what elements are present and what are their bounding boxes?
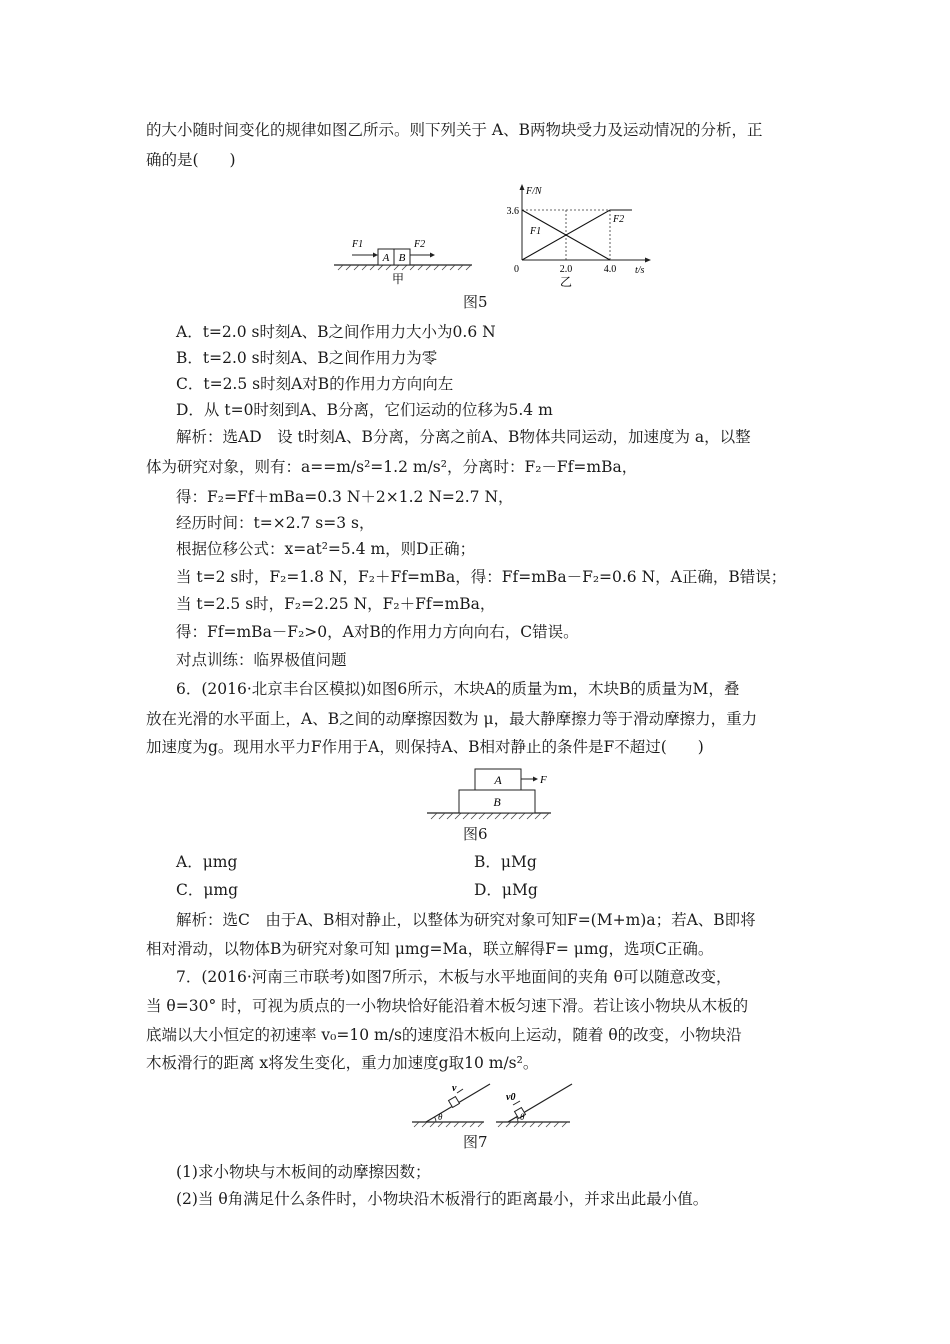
- y-tick-label: 3.6: [506, 206, 519, 217]
- block-b-label: B: [493, 795, 501, 809]
- series-label-f2: F2: [613, 214, 625, 225]
- initial-velocity-label: v0: [506, 1092, 516, 1103]
- figure-6-caption: 图6: [463, 825, 488, 843]
- solution-line: 得：F₂=Ff＋mBa=0.3 N＋2×1.2 N=2.7 N，: [176, 488, 514, 506]
- block-a-label: A: [382, 252, 390, 264]
- y-axis-arrow: [520, 184, 525, 190]
- velocity-arrow: [457, 1089, 463, 1093]
- theta-label: θ: [438, 1112, 443, 1122]
- option-d: D．μMg: [474, 881, 538, 899]
- question-7-line: 当 θ=30° 时，可视为质点的一小物块恰好能沿着木板匀速下滑。若让该小物块从木板的: [146, 997, 749, 1015]
- theta-label: θ: [520, 1112, 525, 1122]
- question-7-line: 底端以大小恒定的初速率 v₀=10 m/s的速度沿木板向上运动，随着 θ的改变，小物块沿: [146, 1026, 742, 1044]
- x-axis-arrow: [645, 258, 651, 263]
- option-c: C．t=2.5 s时刻A对B的作用力方向向左: [176, 375, 454, 393]
- x-axis-label: t/s: [635, 265, 645, 276]
- solution-line: 解析：选C 由于A、B相对静止，以整体为研究对象可知F=(M+m)a；若A、B即将: [176, 911, 756, 929]
- y-axis-label: F/N: [526, 186, 542, 197]
- solution-line: 经历时间：t=×2.7 s=3 s，: [176, 514, 375, 532]
- question-7-line: (1)求小物块与木板间的动摩擦因数；: [176, 1163, 431, 1181]
- block-a-label: A: [494, 773, 502, 787]
- option-c: C．μmg: [176, 881, 239, 899]
- option-b: B．t=2.0 s时刻A、B之间作用力为零: [176, 349, 438, 367]
- question-6-line: 放在光滑的水平面上，A、B之间的动摩擦因数为 μ，最大静摩擦力等于滑动摩擦力，重力: [146, 710, 758, 728]
- figure-5-caption: 图5: [463, 293, 488, 311]
- figure-6: [425, 762, 555, 822]
- option-a: A．μmg: [176, 853, 238, 871]
- solution-line: 当 t=2 s时，F₂=1.8 N，F₂＋Ff=mBa，得：Ff=mBa－F₂=0.6 N，A正确，B错误；: [176, 568, 787, 586]
- question-6-line: 加速度为g。现用水平力F作用于A，则保持A、B相对静止的条件是F不超过( ): [146, 738, 704, 756]
- x-tick-label: 4.0: [603, 264, 617, 275]
- question-7-line: (2)当 θ角满足什么条件时，小物块沿木板滑行的距离最小，并求出此最小值。: [176, 1190, 709, 1208]
- force-f1-label: F1: [352, 239, 364, 250]
- series-label-f1: F1: [530, 226, 542, 237]
- option-d: D．从 t=0时刻到A、B分离，它们运动的位移为5.4 m: [176, 401, 553, 419]
- figure-jia-label: 甲: [391, 272, 405, 286]
- block-b-label: B: [398, 252, 406, 264]
- solution-line: 体为研究对象，则有：a==m/s²=1.2 m/s²，分离时：F₂－Ff=mBa，: [146, 458, 638, 476]
- section-heading: 对点训练：临界极值问题: [176, 651, 347, 669]
- question-7-line: 7．(2016·河南三市联考)如图7所示，木板与水平地面间的夹角 θ可以随意改变，: [176, 968, 732, 986]
- solution-line: 得：Ff=mBa－F₂>0，A对B的作用力方向向右，C错误。: [176, 623, 579, 641]
- option-b: B．μMg: [474, 853, 537, 871]
- option-a: A．t=2.0 s时刻A、B之间作用力大小为0.6 N: [176, 323, 496, 341]
- figure-7-caption: 图7: [463, 1133, 488, 1151]
- question-7-line: 木板滑行的距离 x将发生变化，重力加速度g取10 m/s²。: [146, 1054, 539, 1072]
- solution-line: 解析：选AD 设 t时刻A、B分离，分离之前A、B物体共同运动，加速度为 a，以整: [176, 428, 751, 446]
- x-tick-label: 2.0: [559, 264, 573, 275]
- force-f2-label: F2: [414, 239, 426, 250]
- text-line: 确的是( ): [146, 151, 236, 169]
- figure-5-jia: [330, 232, 480, 288]
- x-tick-label: 0: [514, 264, 519, 275]
- text-line: 的大小随时间变化的规律如图乙所示。则下列关于 A、B两物块受力及运动情况的分析，正: [146, 121, 763, 139]
- solution-line: 根据位移公式：x=at²=5.4 m，则D正确；: [176, 540, 476, 558]
- small-block: [449, 1097, 460, 1108]
- figure-yi-label: 乙: [559, 275, 573, 289]
- velocity-label: v: [452, 1083, 457, 1094]
- question-6-line: 6．(2016·北京丰台区模拟)如图6所示，木块A的质量为m，木块B的质量为M，叠: [176, 680, 740, 698]
- solution-line: 当 t=2.5 s时，F₂=2.25 N，F₂＋Ff=mBa，: [176, 595, 496, 613]
- figure-7: [408, 1078, 574, 1128]
- solution-line: 相对滑动，以物体B为研究对象可知 μmg=Ma，联立解得F= μmg，选项C正确。: [146, 940, 714, 958]
- figure-5-yi-chart: [500, 180, 660, 292]
- force-label: F: [540, 774, 547, 786]
